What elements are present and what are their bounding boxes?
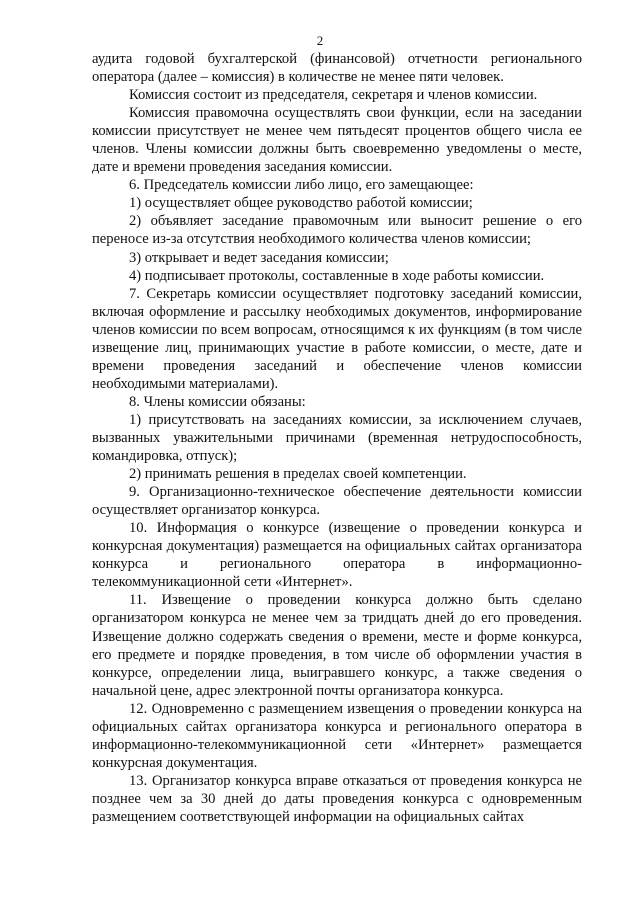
paragraph: 12. Одновременно с размещением извещения о проведении конкурса на официальных сайтах организатора конкурса и регионального оператора в информационно-телекоммуникационной сети «Интернет» размещается конкурсная документация. (92, 700, 582, 771)
paragraph: аудита годовой бухгалтерской (финансовой) отчетности регионального оператора (далее – комиссия) в количестве не менее пяти человек. (92, 51, 582, 86)
paragraph: 8. Члены комиссии обязаны: (129, 393, 306, 410)
page-number: 2 (316, 33, 324, 48)
paragraph: 7. Секретарь комиссии осуществляет подготовку заседаний комиссии, включая оформление и рассылку необходимых документов, информирование членов комиссии по всем вопросам, относящимся к их функциям (в том числе извещение лиц, принимающих участие в работе комиссии, о месте, дате и времени проведения заседаний и обеспечение членов комиссии необходимыми материалами). (92, 285, 582, 392)
document-body (92, 50, 582, 826)
paragraph: Комиссия состоит из председателя, секретаря и членов комиссии. (129, 87, 538, 104)
paragraph: 2) принимать решения в пределах своей компетенции. (129, 466, 467, 483)
paragraph: 11. Извещение о проведении конкурса должно быть сделано организатором конкурса не менее чем за тридцать дней до его проведения. Извещение должно содержать сведения о времени, месте и форме конкурса, его предмете и порядке проведения, в том числе об оформлении участия в конкурсе, определении лица, выигравшего конкурс, а также сведения о начальной цене, адрес электронной почты организатора конкурса. (92, 592, 582, 699)
paragraph: 9. Организационно-техническое обеспечение деятельности комиссии осуществляет организатор конкурса. (92, 484, 582, 519)
paragraph: 3) открывает и ведет заседания комиссии; (129, 249, 389, 266)
paragraph: 6. Председатель комиссии либо лицо, его замещающее: (129, 177, 474, 194)
paragraph: 1) присутствовать на заседаниях комиссии, за исключением случаев, вызванных уважительными причинами (временная нетрудоспособность, командировка, отпуск); (92, 411, 582, 465)
paragraph: 4) подписывает протоколы, составленные в ходе работы комиссии. (129, 267, 545, 284)
paragraph: Комиссия правомочна осуществлять свои функции, если на заседании комиссии присутствует не менее чем пятьдесят процентов общего числа ее членов. Члены комиссии должны быть своевременно уведомлены о месте, дате и времени проведения заседания комиссии. (92, 105, 582, 176)
paragraph: 13. Организатор конкурса вправе отказаться от проведения конкурса не позднее чем за 30 дней до даты проведения конкурса с одновременным размещением соответствующей информации на официальных сайтах (92, 772, 582, 825)
paragraph: 1) осуществляет общее руководство работой комиссии; (129, 195, 473, 212)
paragraph: 10. Информация о конкурсе (извещение о проведении конкурса и конкурсная документация) размещается на официальных сайтах организатора конкурса и регионального оператора в информационно-телекоммуникационной сети «Интернет». (92, 520, 582, 591)
paragraph: 2) объявляет заседание правомочным или выносит решение о его переносе из-за отсутствия необходимого количества членов комиссии; (92, 213, 582, 248)
